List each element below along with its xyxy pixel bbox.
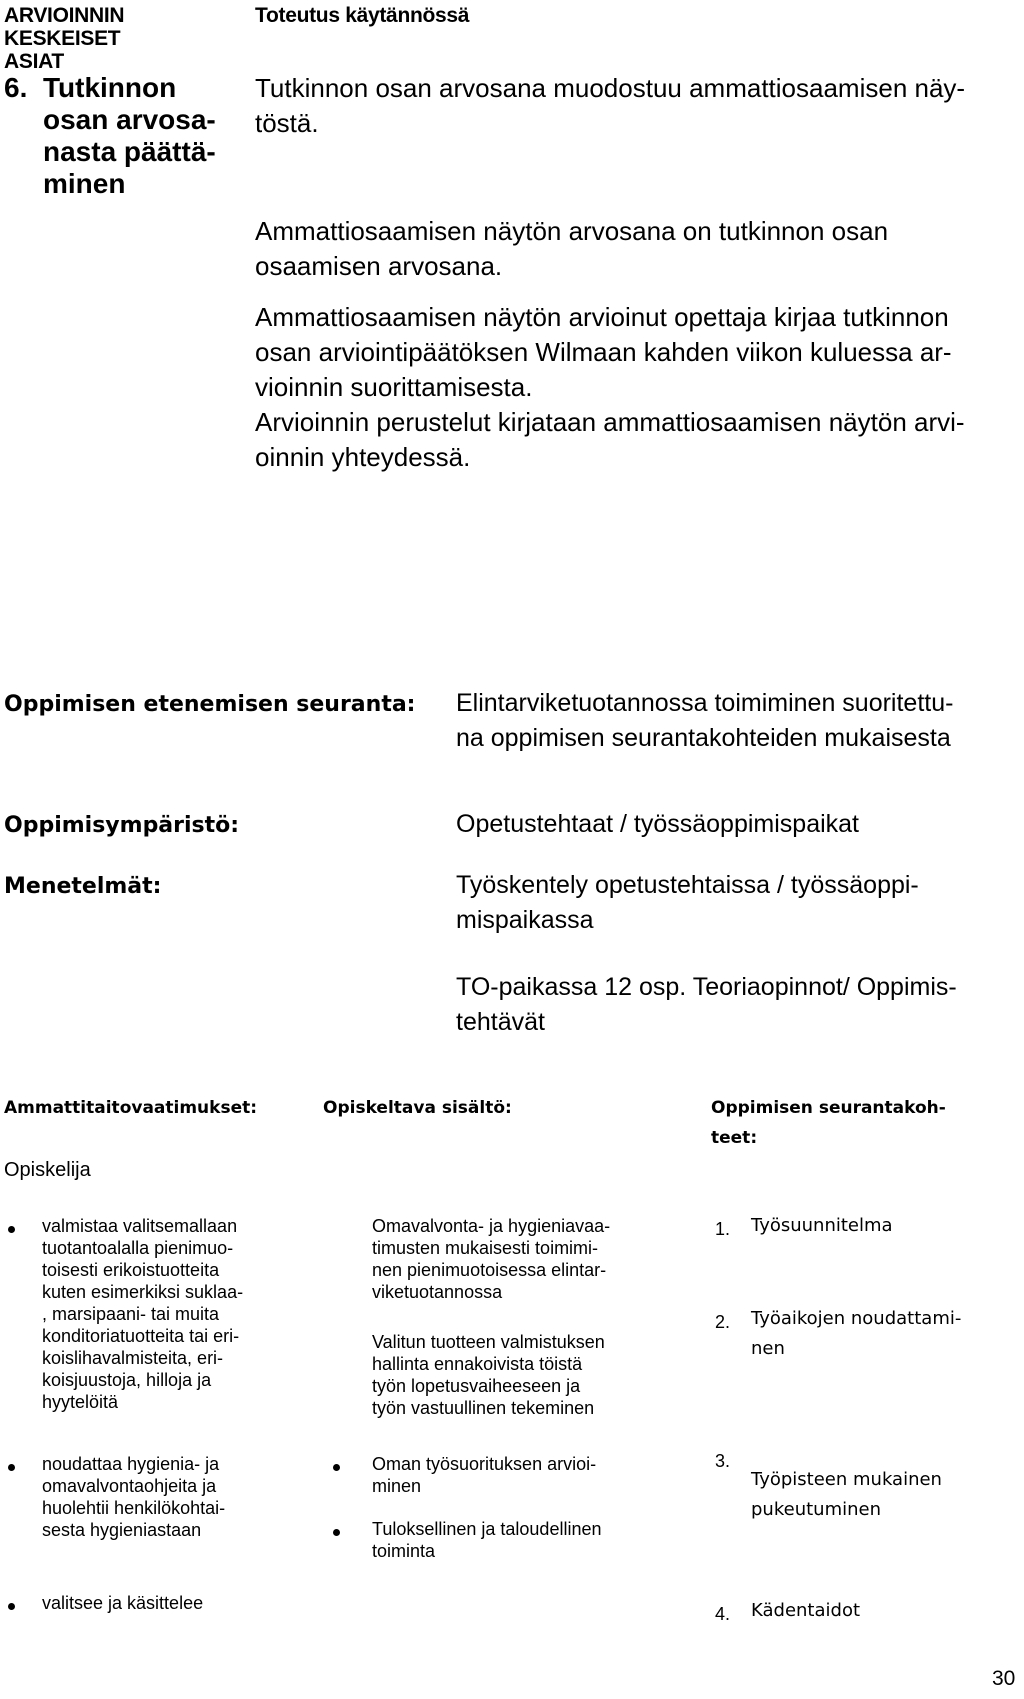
col1-line: toisesti erikoistuotteita xyxy=(42,1260,220,1280)
col3-item-3 xyxy=(751,1465,942,1525)
page-number: 30 xyxy=(992,1667,1016,1690)
paragraph-line: Tutkinnon osan arvosana muodostuu ammattiosaamisen näy- xyxy=(255,73,966,103)
col3-num: 4. xyxy=(715,1604,731,1624)
col2-plain-2 xyxy=(372,1331,692,1419)
col2-line: viketuotannossa xyxy=(372,1282,503,1302)
col3-header-line: Oppimisen seurantakoh- xyxy=(711,1098,946,1118)
paragraph-line: töstä. xyxy=(255,108,319,138)
bullet-icon xyxy=(8,1226,15,1233)
col2-line: timusten mukaisesti toimimi- xyxy=(372,1238,599,1258)
col1-item-3 xyxy=(42,1592,312,1614)
section-title-line: minen xyxy=(43,168,126,199)
header-left-text: ARVIOINNIN KESKEISET ASIAT xyxy=(4,4,125,73)
col2-line: työn lopetusvaiheeseen ja xyxy=(372,1376,581,1396)
col2-line: minen xyxy=(372,1476,422,1496)
col1-header: Ammattitaitovaatimukset: xyxy=(4,1098,258,1118)
col3-item-2 xyxy=(751,1304,961,1364)
to-line: tehtävät xyxy=(456,1008,545,1036)
seuranta-line: Elintarviketuotannossa toimiminen suoritettu- xyxy=(456,689,954,717)
paragraph-line: osan arviointipäätöksen Wilmaan kahden viikon kuluessa ar- xyxy=(255,337,952,367)
col3-item-4 xyxy=(751,1596,860,1626)
col1-line: sesta hygieniastaan xyxy=(42,1520,202,1540)
col2-line: Oman työsuorituksen arvioi- xyxy=(372,1454,597,1474)
col3-num: 1. xyxy=(715,1219,731,1239)
col2-line: nen pienimuotoisessa elintar- xyxy=(372,1260,607,1280)
col1-line: noudattaa hygienia- ja xyxy=(42,1454,220,1474)
col1-line: valitsee ja käsittelee xyxy=(42,1593,204,1613)
col3-line: pukeutuminen xyxy=(751,1499,881,1520)
col3-line: Työpisteen mukainen xyxy=(751,1469,942,1490)
col2-line: Valitun tuotteen valmistuksen xyxy=(372,1332,605,1352)
col1-line: tuotantoalalla pienimuo- xyxy=(42,1238,234,1258)
col1-subheading: Opiskelija xyxy=(4,1159,91,1181)
seuranta-label: Oppimisen etenemisen seuranta: xyxy=(4,692,416,717)
col3-item-1 xyxy=(751,1211,893,1241)
col2-header: Opiskeltava sisältö: xyxy=(323,1098,512,1118)
header-right: Toteutus käytännössä xyxy=(255,4,470,27)
col2-line: toiminta xyxy=(372,1541,436,1561)
menetelmat-label: Menetelmät: xyxy=(4,874,162,899)
bullet-icon xyxy=(333,1464,340,1471)
menetelmat-line: mispaikassa xyxy=(456,906,594,934)
bullet-icon xyxy=(8,1464,15,1471)
seuranta-value xyxy=(456,686,953,756)
ymparisto-label: Oppimisympäristö: xyxy=(4,813,240,838)
paragraph-line: Ammattiosaamisen näytön arvosana on tutkinnon osan xyxy=(255,216,889,246)
menetelmat-line: Työskentely opetustehtaissa / työssäoppi- xyxy=(456,871,919,899)
col3-num: 3. xyxy=(715,1451,731,1471)
col3-line: Työaikojen noudattami- xyxy=(751,1308,962,1329)
col3-line: nen xyxy=(751,1338,785,1359)
header-left xyxy=(4,4,174,73)
col2-bullet-1 xyxy=(372,1453,692,1497)
section-title-line: nasta päättä- xyxy=(43,136,216,167)
col3-num: 2. xyxy=(715,1312,731,1332)
col2-line: hallinta ennakoivista töistä xyxy=(372,1354,583,1374)
to-line: TO-paikassa 12 osp. Teoriaopinnot/ Oppimis- xyxy=(456,973,957,1001)
paragraph-line: oinnin yhteydessä. xyxy=(255,442,471,472)
bullet-icon xyxy=(8,1603,15,1610)
col2-plain-1 xyxy=(372,1215,692,1303)
col1-item-1 xyxy=(42,1215,312,1413)
col1-line: valmistaa valitsemallaan xyxy=(42,1216,238,1236)
col1-line: , marsipaani- tai muita xyxy=(42,1304,220,1324)
col3-line: Työsuunnitelma xyxy=(751,1215,893,1236)
bullet-icon xyxy=(333,1529,340,1536)
col2-line: Tuloksellinen ja taloudellinen xyxy=(372,1519,602,1539)
paragraph-line: Ammattiosaamisen näytön arvioinut opettaja kirjaa tutkinnon xyxy=(255,302,949,332)
paragraph-line: osaamisen arvosana. xyxy=(255,251,503,281)
col1-line: huolehtii henkilökohtai- xyxy=(42,1498,226,1518)
col1-line: koisjuustoja, hilloja ja xyxy=(42,1370,212,1390)
col2-bullet-2 xyxy=(372,1518,692,1562)
col2-line: työn vastuullinen tekeminen xyxy=(372,1398,595,1418)
section-number: 6. xyxy=(4,72,28,103)
col3-header xyxy=(711,1093,946,1153)
to-paikka-value xyxy=(456,970,957,1040)
ymparisto-value: Opetustehtaat / työssäoppimispaikat xyxy=(456,810,860,838)
paragraph-line: vioinnin suorittamisesta. xyxy=(255,372,533,402)
col3-header-line: teet: xyxy=(711,1128,758,1148)
menetelmat-value xyxy=(456,868,919,938)
paragraph-line: Arvioinnin perustelut kirjataan ammattiosaamisen näytön arvi- xyxy=(255,407,965,437)
col3-line: Kädentaidot xyxy=(751,1600,861,1621)
col1-item-2 xyxy=(42,1453,312,1541)
col1-line: konditoriatuotteita tai eri- xyxy=(42,1326,240,1346)
col1-line: omavalvontaohjeita ja xyxy=(42,1476,217,1496)
col1-line: kuten esimerkiksi suklaa- xyxy=(42,1282,244,1302)
seuranta-line: na oppimisen seurantakohteiden mukaisesta xyxy=(456,724,951,752)
section-title-line: osan arvosa- xyxy=(43,104,216,135)
col2-line: Omavalvonta- ja hygieniavaa- xyxy=(372,1216,611,1236)
col1-line: hyytelöitä xyxy=(42,1392,119,1412)
section-title xyxy=(43,72,216,200)
section-title-line: Tutkinnon xyxy=(43,72,177,103)
col1-line: koislihavalmisteita, eri- xyxy=(42,1348,224,1368)
paragraph-2 xyxy=(255,214,888,284)
paragraph-1 xyxy=(255,71,965,141)
paragraph-3 xyxy=(255,300,965,475)
